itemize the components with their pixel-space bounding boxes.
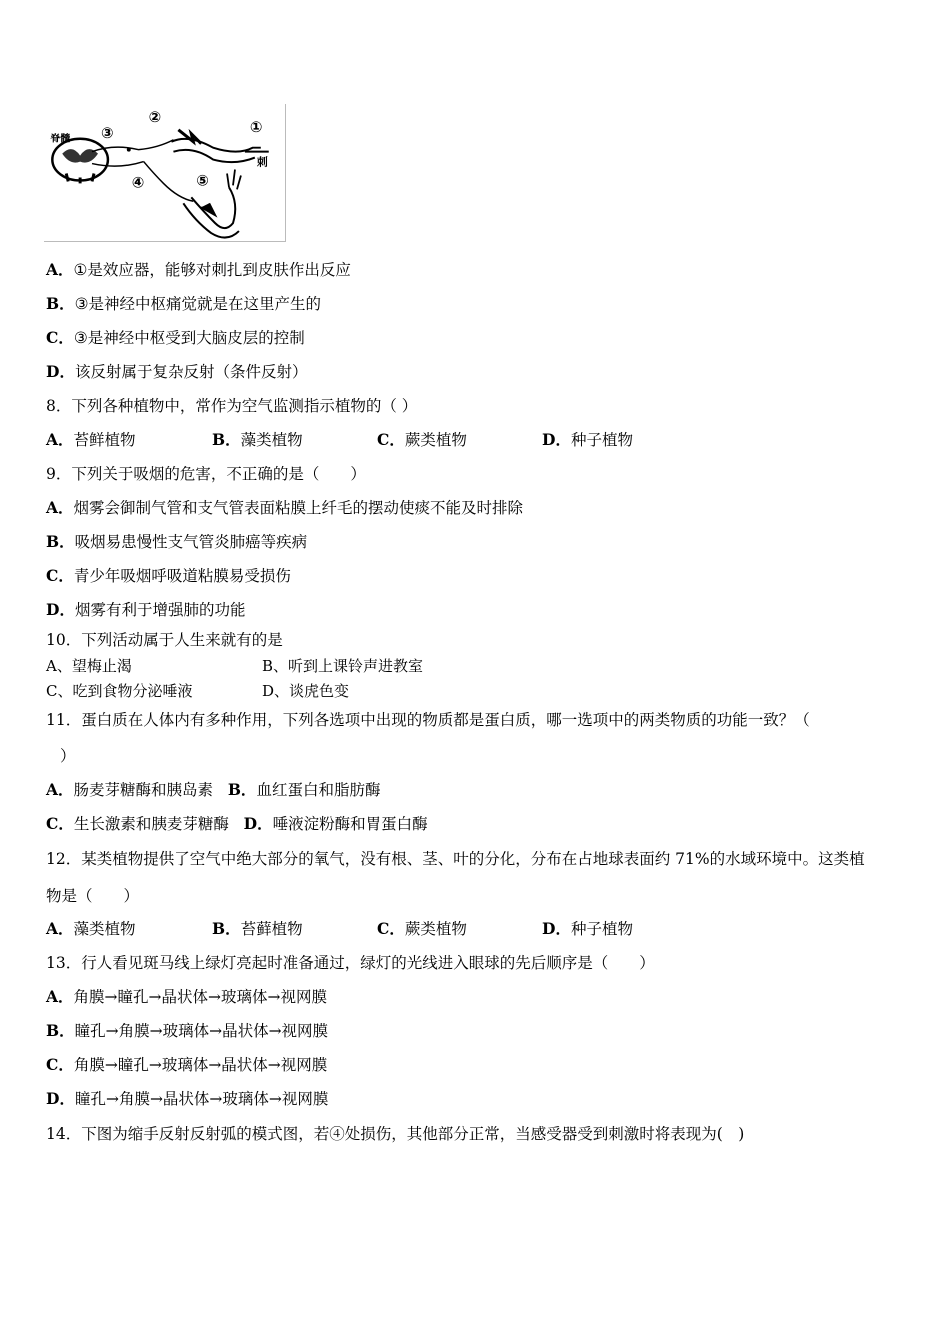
q12-option-c: C．蕨类植物 — [377, 919, 467, 938]
q13-option-c: C．角膜→瞳孔→玻璃体→晶状体→视网膜 — [46, 1055, 328, 1074]
label-3: ③ — [100, 123, 114, 142]
stimulus-text: 刺 — [256, 155, 268, 169]
q10-stem: 10．下列活动属于人生来就有的是 — [46, 631, 283, 649]
q8-option-b: B．藻类植物 — [212, 430, 303, 449]
q9-option-c: C．青少年吸烟呼吸道粘膜易受损伤 — [46, 566, 291, 585]
q11-options-row1: A．肠麦芽糖酶和胰岛素 B．血红蛋白和脂肪酶 — [46, 780, 381, 799]
q12-stem-line2: 物是（ ） — [46, 887, 140, 905]
q10-option-b: B、听到上课铃声进教室 — [262, 657, 424, 675]
q9-stem: 9．下列关于吸烟的危害，不正确的是（ ） — [46, 465, 366, 483]
q11-stem-line1: 11．蛋白质在人体内有多种作用，下列各选项中出现的物质都是蛋白质，哪一选项中的两类物质的功能一致？（ — [46, 711, 810, 729]
q10-option-d: D、谈虎色变 — [262, 682, 350, 700]
q9-option-a: A．烟雾会御制气管和支气管表面粘膜上纤毛的摆动使痰不能及时排除 — [46, 498, 524, 517]
q12-option-b: B．苔藓植物 — [212, 919, 303, 938]
label-1: ① — [249, 117, 263, 136]
q7-option-a: A．①是效应器，能够对刺扎到皮肤作出反应 — [46, 260, 351, 279]
q12-option-d: D．种子植物 — [542, 919, 633, 938]
q8-stem: 8．下列各种植物中，常作为空气监测指示植物的（ ） — [46, 397, 418, 415]
label-5: ⑤ — [196, 171, 209, 190]
q8-option-a: A．苔鲜植物 — [46, 430, 136, 449]
q12-stem-line1: 12．某类植物提供了空气中绝大部分的氧气，没有根、茎、叶的分化，分布在占地球表面约 71%的水域环境中。这类植 — [46, 850, 865, 868]
label-2: ② — [148, 107, 162, 126]
q9-option-d: D．烟雾有利于增强肺的功能 — [46, 600, 246, 619]
q13-option-b: B．瞳孔→角膜→玻璃体→晶状体→视网膜 — [46, 1021, 329, 1040]
q13-stem: 13．行人看见斑马线上绿灯亮起时准备通过，绿灯的光线进入眼球的先后顺序是（ ） — [46, 954, 655, 972]
q13-option-d: D．瞳孔→角膜→晶状体→玻璃体→视网膜 — [46, 1089, 329, 1108]
q11-options-row2: C．生长激素和胰麦芽糖酶 D．唾液淀粉酶和胃蛋白酶 — [46, 814, 428, 833]
q14-stem: 14．下图为缩手反射反射弧的模式图，若④处损伤，其他部分正常，当感受器受到刺激时将表现为( ) — [46, 1125, 745, 1143]
q7-option-b: B．③是神经中枢痛觉就是在这里产生的 — [46, 294, 322, 313]
q9-option-b: B．吸烟易患慢性支气管炎肺癌等疾病 — [46, 532, 308, 551]
q12-option-a: A．藻类植物 — [46, 919, 136, 938]
label-4: ④ — [131, 173, 145, 192]
q7-option-d: D．该反射属于复杂反射（条件反射） — [46, 362, 308, 381]
q8-option-c: C．蕨类植物 — [377, 430, 467, 449]
q10-option-c: C、吃到食物分泌唾液 — [46, 682, 193, 700]
q13-option-a: A．角膜→瞳孔→晶状体→玻璃体→视网膜 — [46, 987, 327, 1006]
reflex-arc-figure — [44, 104, 286, 242]
spine-text: 脊髓 — [50, 133, 71, 145]
q10-option-a: A、望梅止渴 — [46, 657, 132, 675]
q8-option-d: D．种子植物 — [542, 430, 633, 449]
q7-option-c: C．③是神经中枢受到大脑皮层的控制 — [46, 328, 305, 347]
q11-stem-line2: ） — [60, 747, 76, 765]
